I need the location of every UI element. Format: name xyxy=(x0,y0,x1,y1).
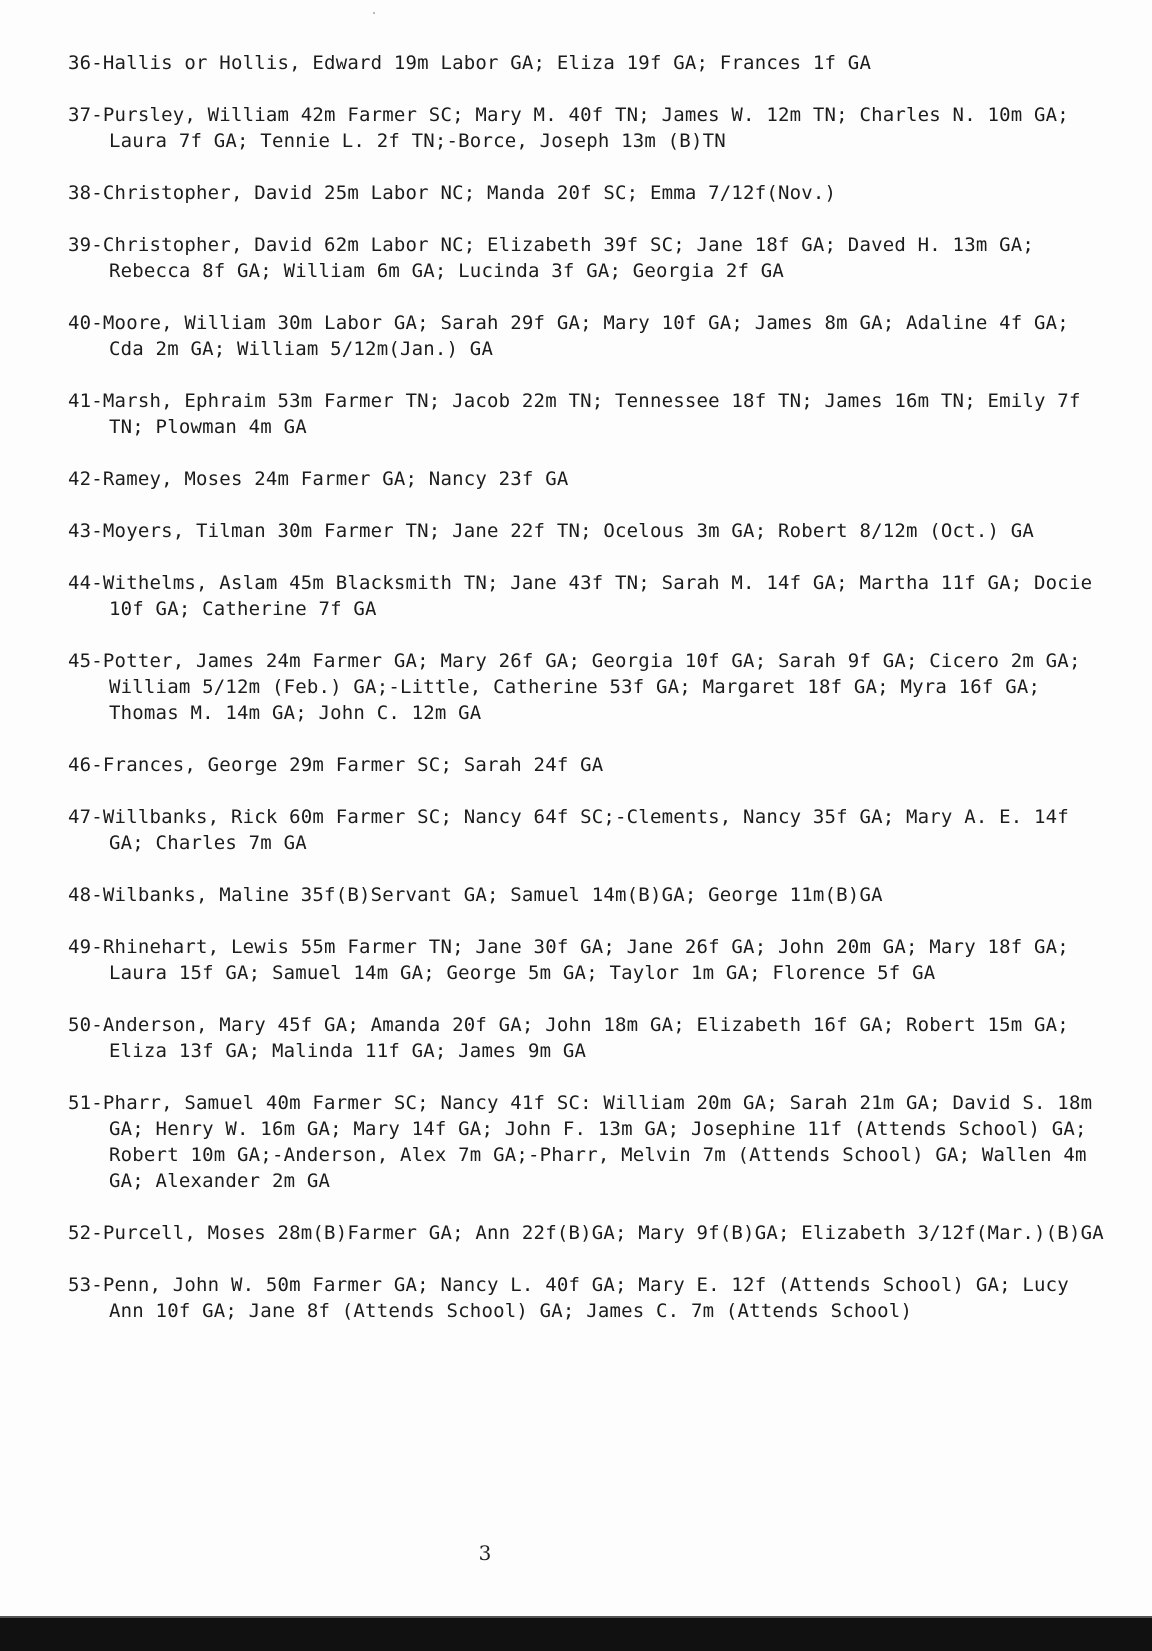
census-entry-45: 45-Potter, James 24m Farmer GA; Mary 26f GA; Georgia 10f GA; Sarah 9f GA; Cicero 2m GA; William 5/12m (Feb.) GA;-Little, Catherine 53f GA; Margaret 18f GA; Myra 16f GA; Thomas M. 14m GA; John C. 12m GA xyxy=(68,650,1081,724)
census-entry-42: 42-Ramey, Moses 24m Farmer GA; Nancy 23f GA xyxy=(68,468,569,490)
census-entry-53: 53-Penn, John W. 50m Farmer GA; Nancy L. 40f GA; Mary E. 12f (Attends School) GA; Lucy Ann 10f GA; Jane 8f (Attends School) GA; James C. 7m (Attends School) xyxy=(68,1274,1069,1322)
census-entry-48: 48-Wilbanks, Maline 35f(B)Servant GA; Samuel 14m(B)GA; George 11m(B)GA xyxy=(68,884,883,906)
scan-border-bottom xyxy=(0,1618,1152,1651)
census-entry-44: 44-Withelms, Aslam 45m Blacksmith TN; Jane 43f TN; Sarah M. 14f GA; Martha 11f GA; Docie 10f GA; Catherine 7f GA xyxy=(68,572,1093,620)
census-entry-43: 43-Moyers, Tilman 30m Farmer TN; Jane 22f TN; Ocelous 3m GA; Robert 8/12m (Oct.) GA xyxy=(68,520,1035,542)
census-entry-41: 41-Marsh, Ephraim 53m Farmer TN; Jacob 22m TN; Tennessee 18f TN; James 16m TN; Emily 7f TN; Plowman 4m GA xyxy=(68,390,1081,438)
census-entry-37: 37-Pursley, William 42m Farmer SC; Mary M. 40f TN; James W. 12m TN; Charles N. 10m GA; Laura 7f GA; Tennie L. 2f TN;-Borce, Joseph 13m (B)TN xyxy=(68,104,1069,152)
census-entry-list xyxy=(68,50,1113,1324)
census-entry-36: 36-Hallis or Hollis, Edward 19m Labor GA; Eliza 19f GA; Frances 1f GA xyxy=(68,52,872,74)
census-entry-51: 51-Pharr, Samuel 40m Farmer SC; Nancy 41f SC: William 20m GA; Sarah 21m GA; David S. 18m GA; Henry W. 16m GA; Mary 14f GA; John F. 13m GA; Josephine 11f (Attends School) GA; Robert 10m GA;-Anderson, Alex 7m GA;-Pharr, Melvin 7m (Attends School) GA; Wallen 4m GA; Alexander 2m GA xyxy=(68,1092,1093,1192)
census-entry-50: 50-Anderson, Mary 45f GA; Amanda 20f GA; John 18m GA; Elizabeth 16f GA; Robert 15m GA; Eliza 13f GA; Malinda 11f GA; James 9m GA xyxy=(68,1014,1069,1062)
census-entry-47: 47-Willbanks, Rick 60m Farmer SC; Nancy 64f SC;-Clements, Nancy 35f GA; Mary A. E. 14f GA; Charles 7m GA xyxy=(68,806,1069,854)
census-entry-49: 49-Rhinehart, Lewis 55m Farmer TN; Jane 30f GA; Jane 26f GA; John 20m GA; Mary 18f GA; Laura 15f GA; Samuel 14m GA; George 5m GA; Taylor 1m GA; Florence 5f GA xyxy=(68,936,1069,984)
census-entry-40: 40-Moore, William 30m Labor GA; Sarah 29f GA; Mary 10f GA; James 8m GA; Adaline 4f GA; Cda 2m GA; William 5/12m(Jan.) GA xyxy=(68,312,1069,360)
census-entry-38: 38-Christopher, David 25m Labor NC; Manda 20f SC; Emma 7/12f(Nov.) xyxy=(68,182,837,204)
census-entry-39: 39-Christopher, David 62m Labor NC; Elizabeth 39f SC; Jane 18f GA; Daved H. 13m GA; Rebecca 8f GA; William 6m GA; Lucinda 3f GA; Georgia 2f GA xyxy=(68,234,1035,282)
census-entry-46: 46-Frances, George 29m Farmer SC; Sarah 24f GA xyxy=(68,754,604,776)
page-number: 3 xyxy=(478,1541,492,1565)
census-entry-52: 52-Purcell, Moses 28m(B)Farmer GA; Ann 22f(B)GA; Mary 9f(B)GA; Elizabeth 3/12f(Mar.)(B)GA xyxy=(68,1222,1104,1244)
scan-speck xyxy=(373,12,375,14)
